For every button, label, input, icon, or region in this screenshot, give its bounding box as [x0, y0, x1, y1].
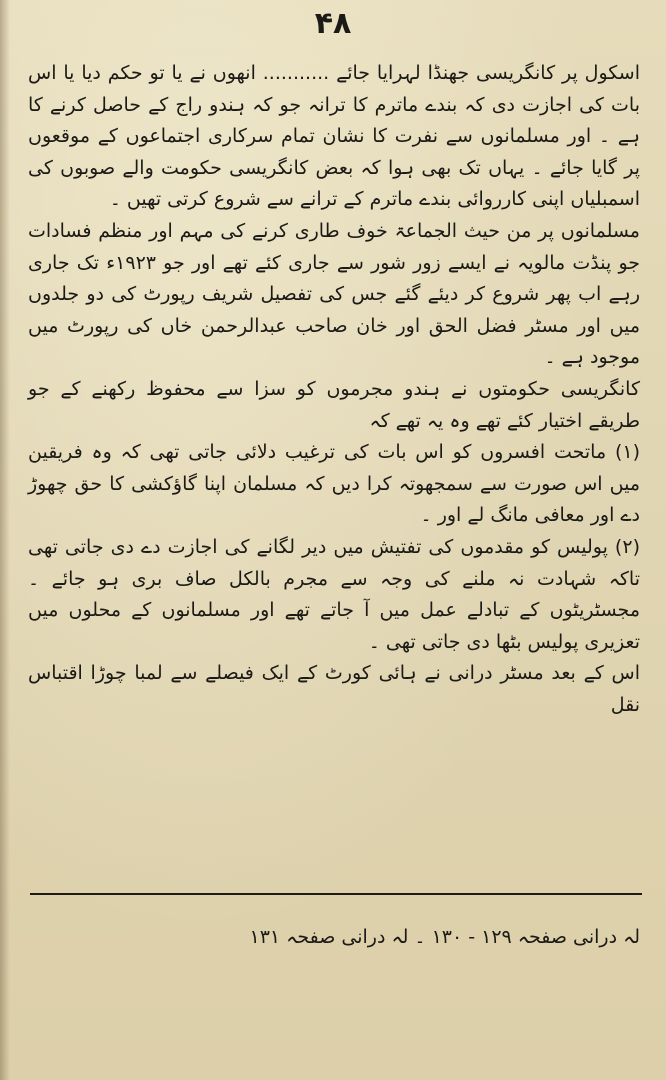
footnote: لہ درانی صفحہ ۱۲۹ - ۱۳۰ ۔ لہ درانی صفحہ ۱۳۱	[249, 926, 640, 948]
paragraph-4: (۱) ماتحت افسروں کو اس بات کی ترغیب دلائی جاتی تھی کہ وہ فریقین میں اس صورت سے سمجھوتہ کرا دیں کہ مسلمان اپنا گاؤکشی کا حق چھوڑ دے اور معافی مانگ لے اور ۔	[28, 441, 640, 527]
paragraph-5: (۲) پولیس کو مقدموں کی تفتیش میں دیر لگانے کی اجازت دے دی جاتی تھی تاکہ شہادت نہ ملنے کی وجہ سے مجرم بالکل صاف بری ہو جائے ۔ مجسٹریٹوں کے تبادلے عمل میں آ جاتے تھے اور مسلمانوں کے محلوں میں تعزیری پولیس بٹھا دی جاتی تھی ۔	[28, 535, 640, 653]
page-number: ۴۸	[314, 6, 352, 41]
paragraph-6: اس کے بعد مسٹر درانی نے ہائی کورٹ کے ایک فیصلے سے لمبا چوڑا اقتباس نقل	[28, 662, 640, 716]
paragraph-1: اسکول پر کانگریسی جھنڈا لہرایا جائے ........... انھوں نے یا تو حکم دیا یا اس بات کی اجازت دی کہ بندے ماترم کا ترانہ جو کہ ہندو راج کے حاصل کرنے کا ہے ۔ اور مسلمانوں سے نفرت کا نشان تمام سرکاری اجتماعوں کے موقعوں پر گایا جائے ۔ یہاں تک بھی ہوا کہ بعض کانگریسی حکومت والے صوبوں کی اسمبلیاں اپنی کارروائی بندے ماترم کے ترانے سے شروع کرتی تھیں ۔	[28, 62, 640, 211]
paragraph-2: مسلمانوں پر من حیث الجماعۃ خوف طاری کرنے کی مہم اور منظم فسادات جو پنڈت مالویہ نے ایسے زور شور سے جاری کئے تھے اور جو ۱۹۲۳ء تک جاری رہے اب پھر شروع کر دیئے گئے جس کی تفصیل شریف رپورٹ کی دو جلدوں میں اور مسٹر فضل الحق اور خان صاحب عبدالرحمن خاں کی رپورٹ میں موجود ہے ۔	[28, 219, 641, 369]
footnote-divider	[30, 893, 642, 895]
paragraph-3: کانگریسی حکومتوں نے ہندو مجرموں کو سزا سے محفوظ رکھنے کے جو طریقے اختیار کئے تھے وہ یہ تھے کہ	[28, 377, 640, 432]
main-text	[28, 58, 640, 721]
